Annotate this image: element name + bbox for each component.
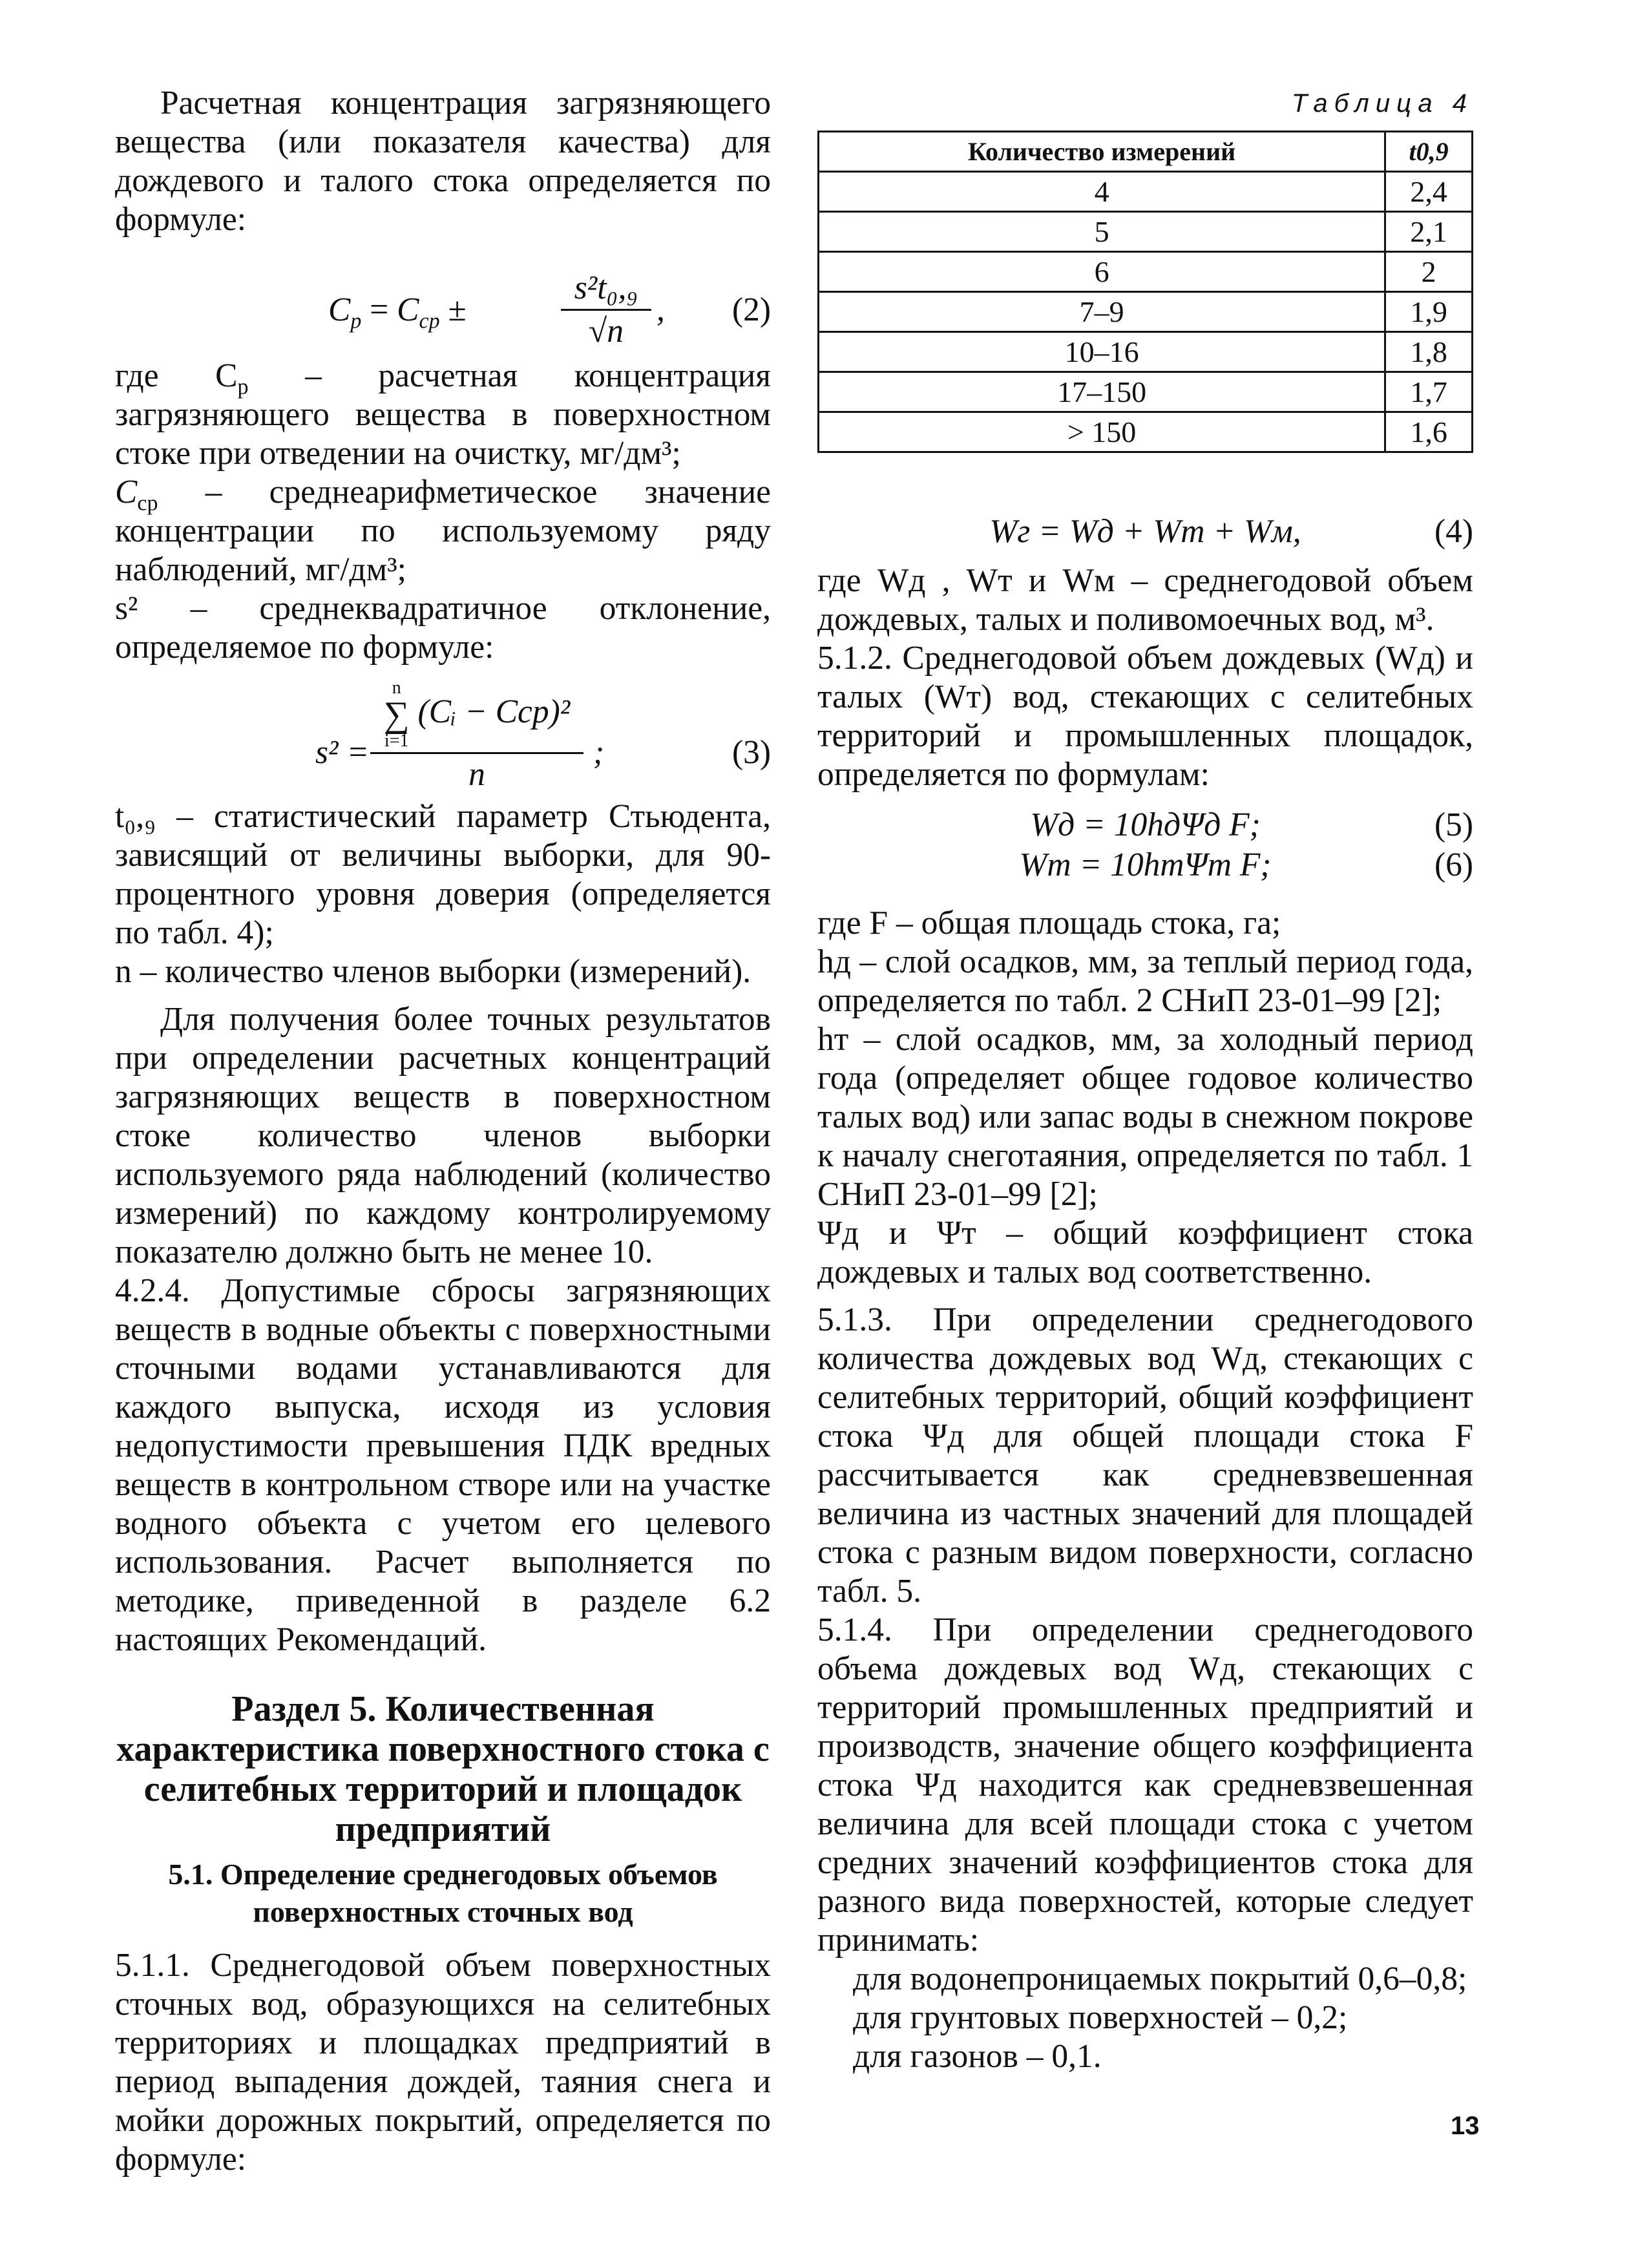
equation-number-5: (5) [1434, 806, 1473, 843]
formula-6: Wт = 10hтΨт F; (6) [1019, 846, 1473, 883]
table-caption: Таблица 4 [1291, 89, 1473, 118]
paragraph: где F – общая площадь стока, га; [817, 905, 1281, 941]
formula-5: Wд = 10hдΨд F; (5) [1030, 806, 1473, 843]
formula-3-lhs: s² = [315, 734, 370, 771]
paragraph: где $C_р$ – расчетная концентрация загрязняющего вещества в поверхностном стоке при отведении на очистку, мг/дм³; [115, 357, 771, 472]
paragraph: 5.1.1. Среднегодовой объем поверхностных сточных вод, образующихся на селитебных территориях и площадках предприятий в период выпадения дождей, таяния снега и мойки дорожных покрытий, определяется по формуле: [115, 1947, 771, 2178]
equation-number-2: (2) [731, 291, 771, 328]
paragraph: Для получения более точных результатов при определении расчетных концентраций загрязняющих веществ в поверхностном стоке количество членов выборки используемого ряда наблюдений (количество измерений) по каждому контролируемому показателю должно быть не менее 10. [115, 1001, 771, 1270]
paragraph: 5.1.4. При определении среднегодового объема дождевых вод Wд, стекающих с территорий промышленных предприятий и производств, значение общего коэффициента стока Ψд находится как средневзвешенная величина для всей площади стока с учетом средних значений коэффициентов стока для разного вида поверхностей, которые следует принимать: [817, 1612, 1473, 1958]
subsection-title: 5.1. Определение среднегодовых объемов поверхностных сточных вод [168, 1858, 718, 1928]
paragraph: hд – слой осадков, мм, за теплый период года, определяется по табл. 2 СНиП 23-01–99 [2]; [817, 943, 1473, 1019]
left-column [115, 84, 771, 2179]
right-column [817, 84, 1473, 2076]
table-row: > 150 1,6 [819, 412, 1473, 452]
table-row: 17–150 1,7 [819, 372, 1473, 412]
equation-number-3: (3) [731, 734, 771, 771]
paragraph: 4.2.4. Допустимые сбросы загрязняющих веществ в водные объекты с поверхностными сточными водами устанавливаются для каждого выпуска, исходя из условия недопустимости превышения ПДК вредных веществ в контрольном створе или на участке водного объекта с учетом его целевого использования. Расчет выполняется по методике, приведенной в разделе 6.2 настоящих Рекомендаций. [115, 1272, 771, 1658]
formula-2-fraction: s²t₀,₉ √n [561, 269, 651, 351]
list-item: для газонов – 0,1. [853, 2038, 1102, 2075]
paragraph: Расчетная концентрация загрязняющего вещества (или показателя качества) для дождевого и талого стока определяется по формуле: [115, 85, 771, 238]
section-title: Раздел 5. Количественная характеристика поверхностного стока с селитебных территорий и площадок предприятий [116, 1689, 770, 1849]
paragraph: t₀,₉ – статистический параметр Стьюдента, зависящий от величины выборки, для 90-процентного уровня доверия (определяется по табл. 4); [115, 798, 771, 951]
paragraph: где Wд , Wт и Wм – среднегодовой объем дождевых, талых и поливомоечных вод, м³. [817, 562, 1473, 638]
table-row: 6 2 [819, 252, 1473, 292]
formula-4: Wг = Wд + Wт + Wм, (4) [989, 513, 1473, 550]
paragraph: s² – среднеквадратичное отклонение, определяемое по формуле: [115, 590, 771, 666]
formula-2-lhs: $C_р = C_{ср}$ ± [328, 291, 467, 333]
coefficient-list [817, 1960, 1473, 2076]
page-number: 13 [1451, 2112, 1480, 2140]
paragraph: hт – слой осадков, мм, за холодный период года (определяет общее годовое количество талых вод) или запас воды в снежном покрове к началу снеготаяния, определяется по табл. 1 СНиП 23-01–99 [2]; [817, 1021, 1473, 1213]
equation-number-4: (4) [1434, 513, 1473, 550]
table-4 [817, 131, 1473, 453]
formula-3: s² = n ∑ i=1 (Cᵢ − Cср)² n ; (3) [315, 678, 771, 793]
table-row: 10–16 1,8 [819, 332, 1473, 372]
equation-number-6: (6) [1434, 846, 1473, 883]
paragraph: n – количество членов выборки (измерений). [115, 953, 751, 990]
table-header: t0,9 [1385, 132, 1473, 172]
paragraph: $C_{ср}$ – среднеарифметическое значение концентрации по используемому ряду наблюдений, мг/дм³; [115, 474, 771, 588]
paragraph: 5.1.2. Среднегодовой объем дождевых (Wд) и талых (Wт) вод, стекающих с селитебных территорий и промышленных площадок, определяется по формулам: [817, 640, 1473, 793]
paragraph: Ψд и Ψт – общий коэффициент стока дождевых и талых вод соответственно. [817, 1215, 1473, 1290]
list-item: для грунтовых поверхностей – 0,2; [853, 1999, 1348, 2036]
table-row: 7–9 1,9 [819, 292, 1473, 332]
formula-3-fraction: n ∑ i=1 (Cᵢ − Cср)² n [370, 678, 583, 794]
list-item: для водонепроницаемых покрытий 0,6–0,8; [853, 1960, 1467, 1997]
formula-2: $C_р = C_{ср}$ ± s²t₀,₉ √n , (2) [328, 269, 771, 350]
paragraph: 5.1.3. При определении среднегодового количества дождевых вод Wд, стекающих с селитебных территорий, общий коэффициент стока Ψд для общей площади стока F рассчитывается как средневзвешенная величина из частных значений для площадей стока с разным видом поверхности, согласно табл. 5. [817, 1301, 1473, 1610]
table-header: Количество измерений [819, 132, 1385, 172]
table-row: 4 2,4 [819, 172, 1473, 212]
table-row: 5 2,1 [819, 212, 1473, 252]
